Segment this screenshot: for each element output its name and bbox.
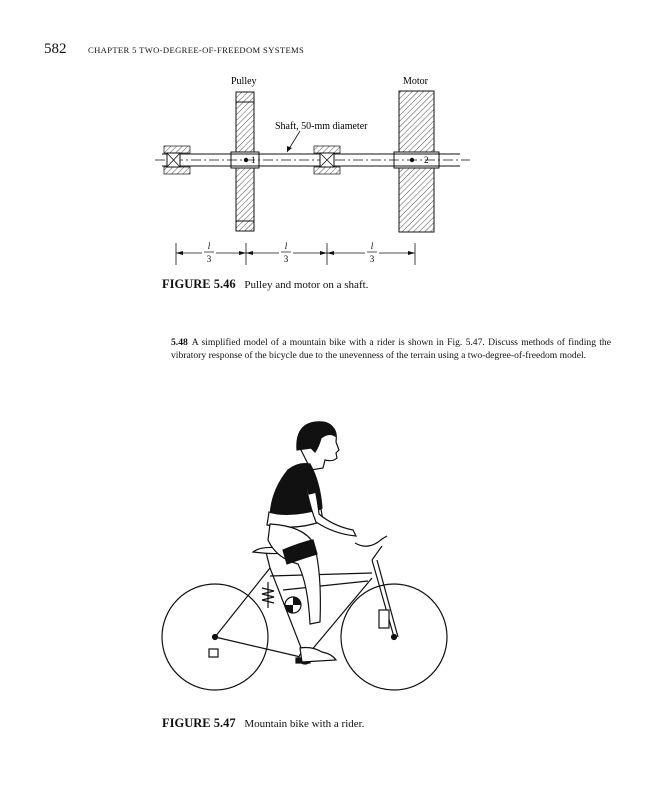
figure-5-46-caption [162,277,368,292]
motor-label: Motor [403,76,428,87]
point-1-label: 1 [251,155,256,165]
figure-5-47-number: FIGURE 5.47 [162,716,236,730]
handlebar [355,536,387,546]
dimension-label-2 [279,240,293,265]
shaft-leader-arrow [287,146,292,152]
shaft-label: Shaft, 50-mm diameter [275,121,368,132]
dimension-label-1 [202,240,216,265]
page-number: 582 [44,41,67,57]
svg-text:l: l [207,241,211,251]
motor [394,91,439,232]
problem-number: 5.48 [171,337,188,348]
dimension-label-3 [365,240,379,265]
figure-5-47-illustration [0,400,645,710]
rear-shock [262,582,274,608]
figure-5-47-text: Mountain bike with a rider. [244,718,365,730]
point-2-dot [410,158,414,162]
figure-5-47-caption [162,716,364,731]
point-2-label: 2 [424,155,429,165]
point-1-dot [244,158,248,162]
svg-text:3: 3 [206,254,212,264]
running-header: CHAPTER 5 TWO-DEGREE-OF-FREEDOM SYSTEMS [88,45,305,55]
figure-5-46-number: FIGURE 5.46 [162,277,236,291]
problem-5-48 [171,336,611,362]
problem-text: A simplified model of a mountain bike with a rider is shown in Fig. 5.47. Discuss methods of finding the vibratory response of the bicycle due to the unevenness of the terrain using a two-degree-of-freedom model. [171,337,611,361]
center-of-mass-marker [285,597,301,613]
svg-text:3: 3 [369,254,375,264]
figure-5-46-diagram [0,0,645,300]
svg-text:3: 3 [283,254,289,264]
svg-text:l: l [370,241,374,251]
figure-5-46-text: Pulley and motor on a shaft. [244,279,369,291]
pulley-label: Pulley [231,76,257,87]
svg-text:l: l [284,241,288,251]
front-shock [379,610,389,628]
